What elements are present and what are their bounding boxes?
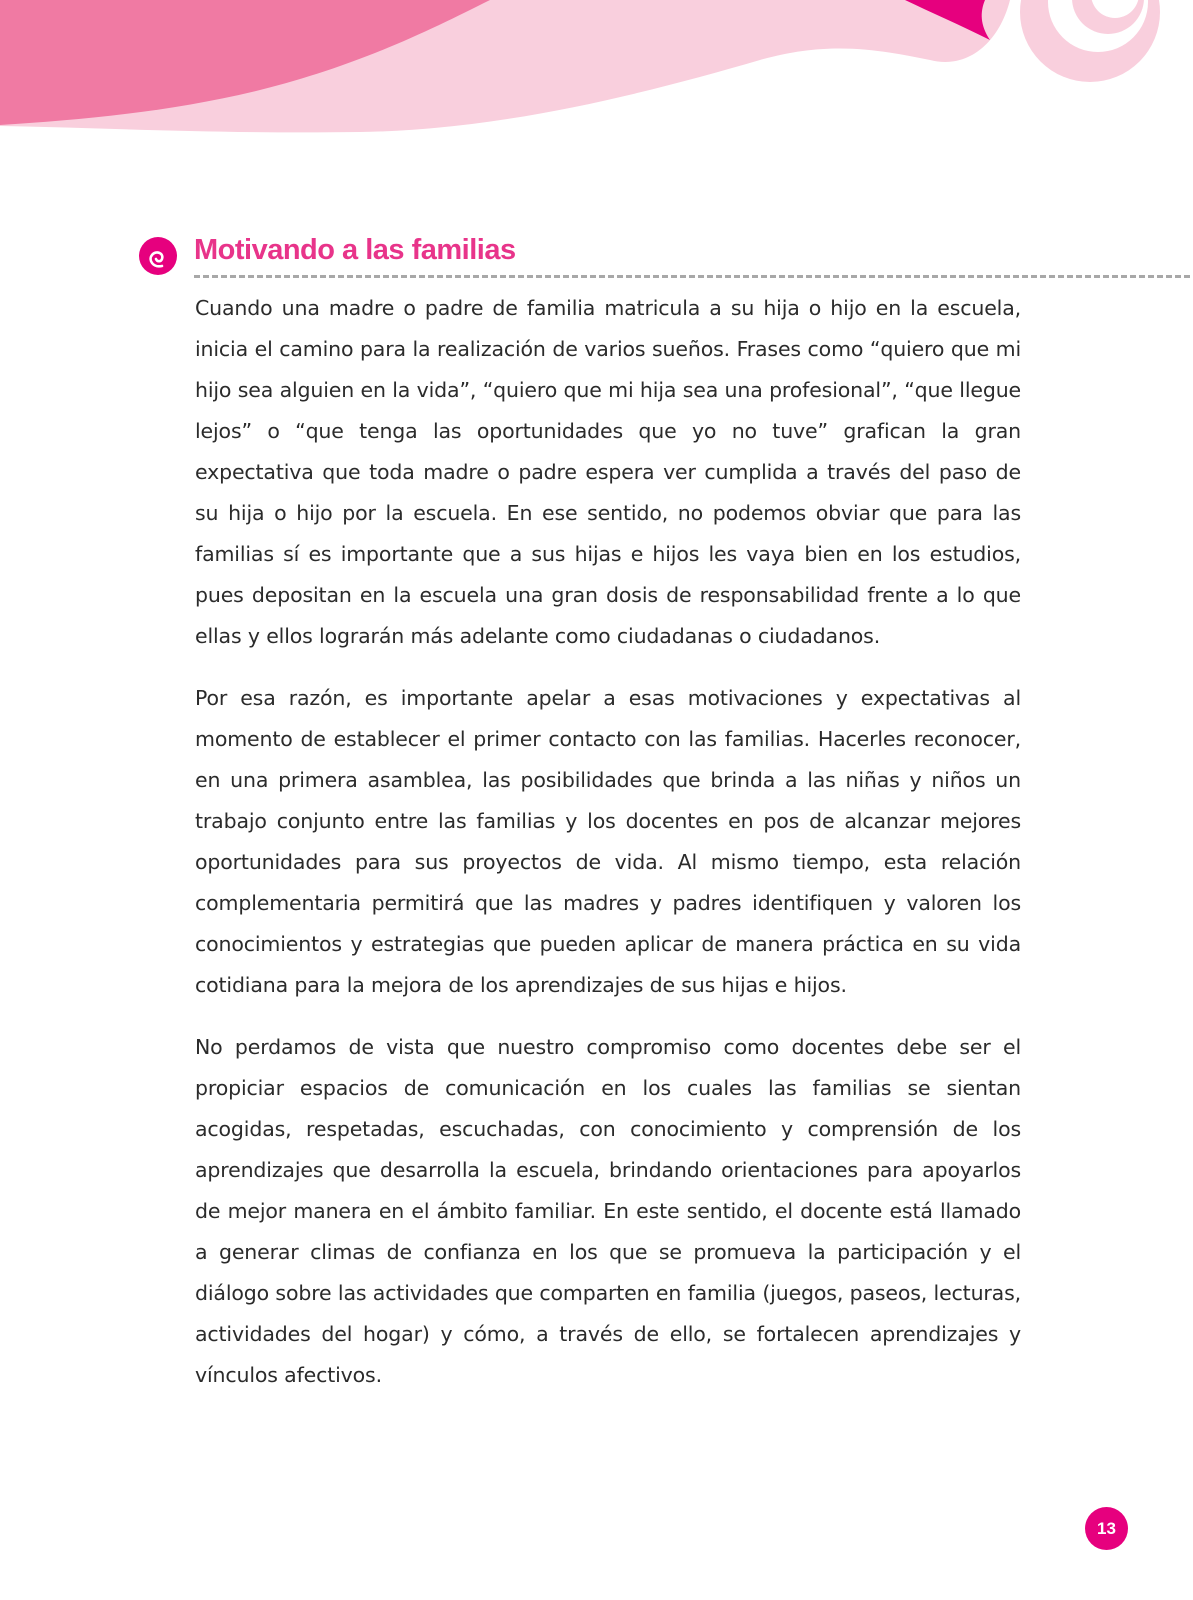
paragraph-1: Cuando una madre o padre de familia matricula a su hija o hijo en la escuela, inicia el camino para la realización de varios sueños. Frases como “quiero que mi hijo sea alguien en la vida”, “quiero que mi hija sea una profesional”, “que llegue lejos” o “que tenga las oportunidades que yo no tuve” grafican la gran expectativa que toda madre o padre espera ver cumplida a través del paso de su hija o hijo por la escuela. En ese sentido, no podemos obviar que para las familias sí es importante que a sus hijas e hijos les vaya bien en los estudios, pues depositan en la escuela una gran dosis de responsabilidad frente a lo que ellas y ellos lograrán más adelante como ciudadanas o ciudadanos. <box>195 296 1021 648</box>
header-decoration <box>0 0 1193 160</box>
body-text <box>195 288 1021 1417</box>
section-heading <box>138 228 1190 278</box>
page-number-badge: 13 <box>1085 1507 1128 1550</box>
paragraph-2: Por esa razón, es importante apelar a esas motivaciones y expectativas al momento de establecer el primer contacto con las familias. Hacerles reconocer, en una primera asamblea, las posibilidades que brinda a las niñas y niños un trabajo conjunto entre las familias y los docentes en pos de alcanzar mejores oportunidades para sus proyectos de vida. Al mismo tiempo, esta relación complementaria permitirá que las madres y padres identifiquen y valoren los conocimientos y estrategias que pueden aplicar de manera práctica en su vida cotidiana para la mejora de los aprendizajes de sus hijas e hijos. <box>195 686 1021 997</box>
section-title: Motivando a las familias <box>194 234 516 266</box>
swirl-icon <box>138 236 178 276</box>
heading-dashed-rule <box>194 275 1190 278</box>
paragraph-3: No perdamos de vista que nuestro compromiso como docentes debe ser el propiciar espacios de comunicación en los cuales las familias se sientan acogidas, respetadas, escuchadas, con conocimiento y comprensión de los aprendizajes que desarrolla la escuela, brindando orientaciones para apoyarlos de mejor manera en el ámbito familiar. En este sentido, el docente está llamado a generar climas de confianza en los que se promueva la participación y el diálogo sobre las actividades que comparten en familia (juegos, paseos, lecturas, actividades del hogar) y cómo, a través de ello, se fortalecen aprendizajes y vínculos afectivos. <box>195 1035 1021 1387</box>
